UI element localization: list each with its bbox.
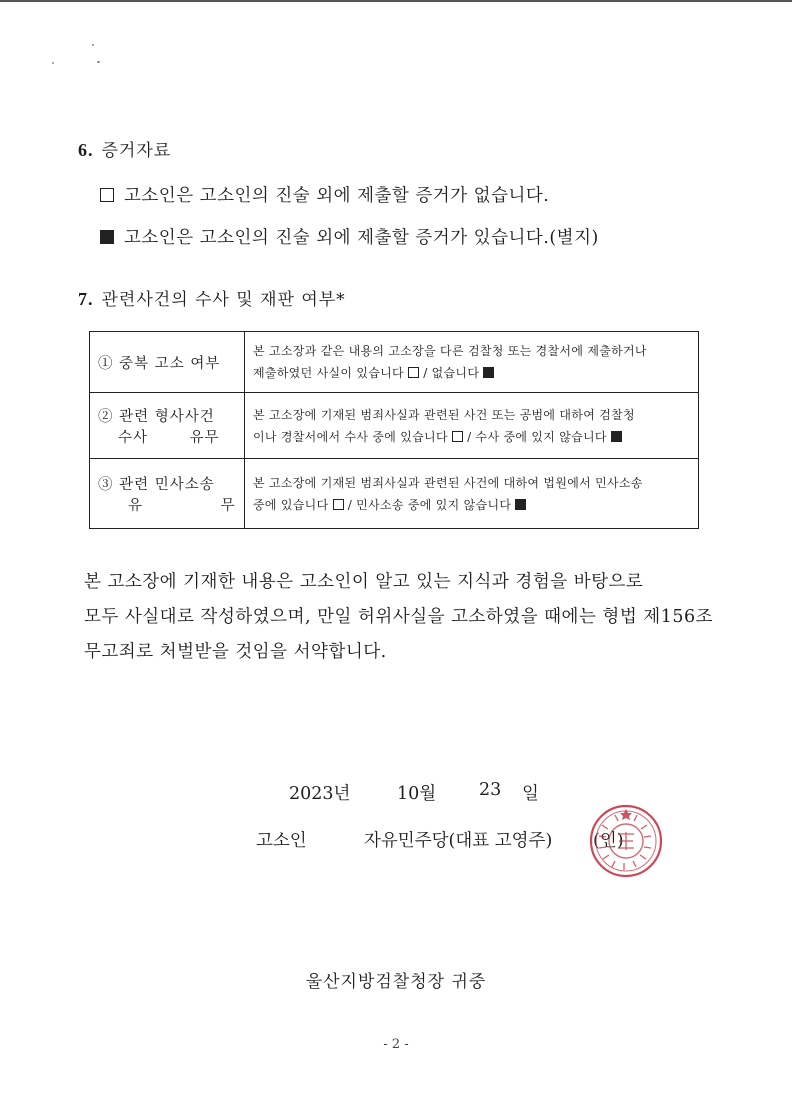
- related-cases-section-title: [78, 285, 346, 310]
- scan-speck: [97, 61, 100, 63]
- complainant-label: 고소인: [256, 831, 307, 851]
- row-desc-line: 본 고소장에 기재된 범죄사실과 관련된 사건 또는 공범에 대하여 검찰청: [253, 407, 635, 422]
- checkbox-empty[interactable]: [333, 499, 344, 510]
- pledge-paragraph: [84, 565, 724, 670]
- complainant-name: 자유민주당(대표 고영주): [364, 831, 553, 851]
- scan-speck: [52, 62, 54, 64]
- row-desc-line: [253, 362, 692, 384]
- related-cases-title-text: 관련사건의 수사 및 재판 여부*: [101, 290, 346, 310]
- checkbox-empty[interactable]: [408, 367, 419, 378]
- row-desc-line: 본 고소장과 같은 내용의 고소장을 다른 검찰청 또는 경찰서에 제출하거나: [253, 344, 647, 358]
- row-label-line: ③ 관련 민사소송: [98, 476, 215, 493]
- evidence-title-text: 증거자료: [101, 141, 172, 161]
- seal-mark: (인): [593, 831, 624, 851]
- checkbox-checked[interactable]: [515, 499, 526, 510]
- table-row: [90, 332, 699, 393]
- pledge-line: 무고죄로 처벌받을 것임을 서약합니다.: [84, 642, 387, 662]
- pledge-line: 본 고소장에 기재한 내용은 고소인이 알고 있는 지식과 경험을 바탕으로: [84, 572, 644, 592]
- row-desc-line: 본 고소장에 기재된 범죄사실과 관련된 사건에 대하여 법원에서 민사소송: [253, 475, 643, 490]
- date-day: 23: [479, 780, 502, 800]
- row-label-line: 수사 유무: [118, 429, 220, 446]
- row-label: [90, 393, 245, 459]
- row-desc-no-text: / 없습니다: [423, 366, 480, 380]
- row-description: [245, 459, 699, 529]
- row-desc-no-text: / 수사 중에 있지 않습니다: [467, 429, 607, 444]
- table-row: [90, 459, 699, 529]
- page-top-edge: [0, 0, 792, 2]
- row-label-line: 유 무: [128, 497, 236, 514]
- evidence-section-title: [78, 136, 171, 161]
- row-desc-yes-text: 중에 있습니다: [253, 497, 329, 512]
- checkbox-checked[interactable]: [611, 431, 622, 442]
- evidence-option-none: [100, 182, 549, 207]
- related-cases-table: [89, 331, 699, 529]
- row-label-line: ② 관련 형사사건: [98, 408, 215, 425]
- checkbox-empty[interactable]: [452, 431, 463, 442]
- row-description: [245, 393, 699, 459]
- checkbox-empty[interactable]: [100, 188, 114, 202]
- evidence-option-none-text: 고소인은 고소인의 진술 외에 제출할 증거가 없습니다.: [124, 186, 550, 206]
- related-cases-section-number: 7.: [78, 289, 94, 309]
- evidence-section-number: 6.: [78, 140, 94, 160]
- row-desc-yes-text: 제출하였던 사실이 있습니다: [253, 366, 404, 380]
- page-number: - 2 -: [383, 1037, 409, 1052]
- recipient-line: 울산지방검찰청장 귀중: [305, 972, 487, 992]
- date-month: 10월: [397, 784, 437, 804]
- checkbox-checked[interactable]: [100, 230, 114, 244]
- row-label: [90, 332, 245, 393]
- date-day-unit: 일: [522, 784, 539, 804]
- evidence-option-attached: [100, 224, 599, 249]
- date-year: 2023년: [289, 784, 351, 804]
- evidence-option-attached-text: 고소인은 고소인의 진술 외에 제출할 증거가 있습니다.(별지): [124, 228, 599, 248]
- row-desc-line: [253, 494, 692, 516]
- table-row: [90, 393, 699, 459]
- official-seal-stamp: [588, 803, 664, 879]
- row-label-line: ① 중복 고소 여부: [98, 355, 221, 372]
- pledge-line: 모두 사실대로 작성하였으며, 만일 허위사실을 고소하였을 때에는 형법 제156조: [84, 607, 714, 627]
- row-label: [90, 459, 245, 529]
- row-desc-line: [253, 426, 692, 448]
- row-description: [245, 332, 699, 393]
- row-desc-no-text: / 민사소송 중에 있지 않습니다: [347, 497, 512, 512]
- checkbox-checked[interactable]: [483, 367, 494, 378]
- row-desc-yes-text: 이나 경찰서에서 수사 중에 있습니다: [253, 429, 448, 444]
- scan-speck: [92, 44, 94, 46]
